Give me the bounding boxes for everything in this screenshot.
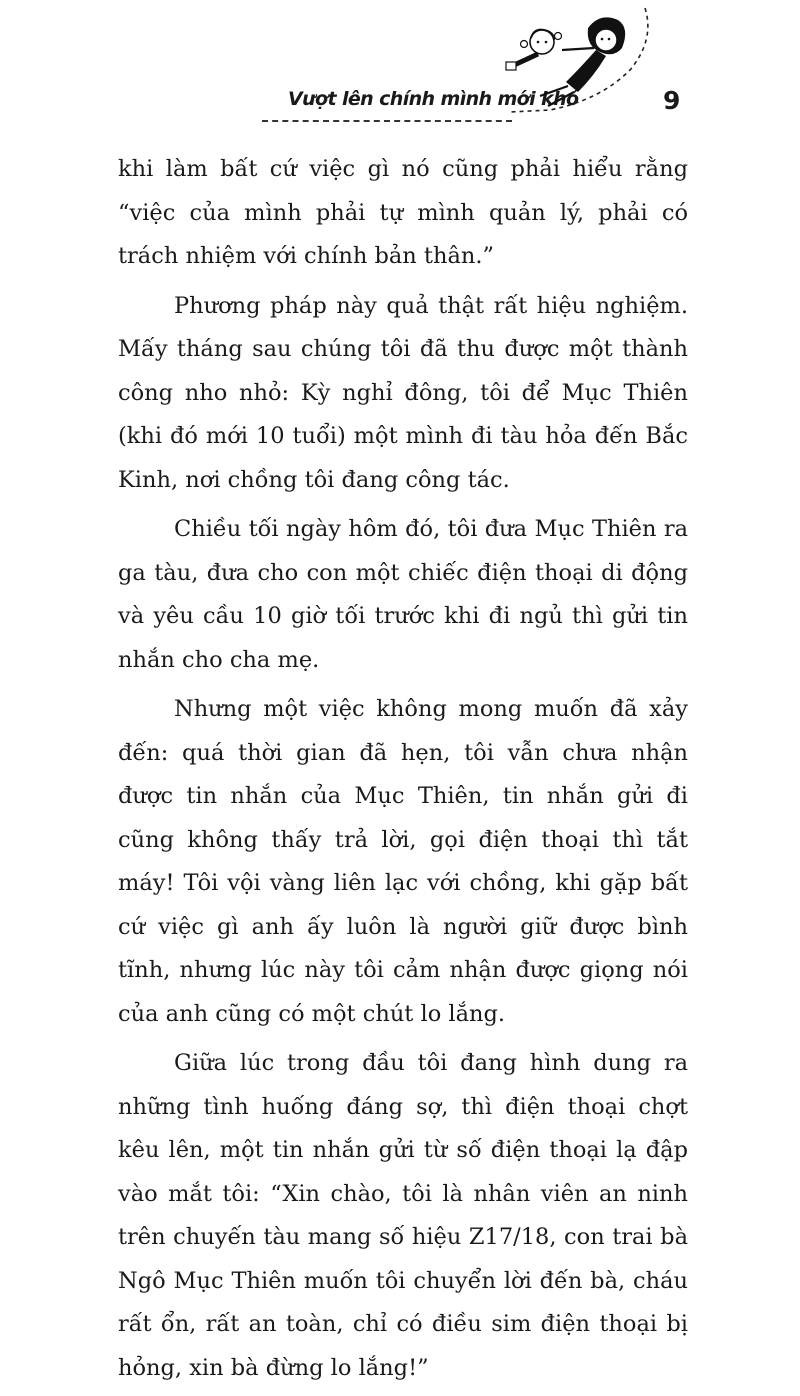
paragraph: Nhưng một việc không mong muốn đã xảy đến: quá thời gian đã hẹn, tôi vẫn chưa nhận được tin nhắn của Mục Thiên, tin nhắn gửi đi cũng không thấy trả lời, gọi điện thoại thì tắt máy! Tôi vội vàng liên lạc với chồng, khi gặp bất cứ việc gì anh ấy luôn là người giữ được bình tĩnh, nhưng lúc này tôi cảm nhận được giọng nói của anh cũng có một chút lo lắng.: [118, 696, 688, 1027]
paragraph: Giữa lúc trong đầu tôi đang hình dung ra những tình huống đáng sợ, thì điện thoại chợt kêu lên, một tin nhắn gửi từ số điện thoại lạ đập vào mắt tôi: “Xin chào, tôi là nhân viên an ninh trên chuyến tàu mang số hiệu Z17/18, con trai bà Ngô Mục Thiên muốn tôi chuyển lời đến bà, cháu rất ổn, rất an toàn, chỉ có điều sim điện thoại bị hỏng, xin bà đừng lo lắng!”: [118, 1050, 688, 1381]
paragraph: khi làm bất cứ việc gì nó cũng phải hiểu rằng “việc của mình phải tự mình quản lý, phải có trách nhiệm với chính bản thân.”: [118, 156, 688, 269]
girl-body: [566, 50, 606, 92]
body-text: [118, 148, 688, 1396]
paragraph: Chiều tối ngày hôm đó, tôi đưa Mục Thiên ra ga tàu, đưa cho con một chiếc điện thoại di động và yêu cầu 10 giờ tối trước khi đi ngủ thì gửi tin nhắn cho cha mẹ.: [118, 516, 688, 673]
running-title: Vượt lên chính mình mới khó: [288, 88, 579, 110]
flying-children-illustration: [470, 0, 670, 125]
paragraph: Phương pháp này quả thật rất hiệu nghiệm. Mấy tháng sau chúng tôi đã thu được một thành công nho nhỏ: Kỳ nghỉ đông, tôi để Mục Thiên (khi đó mới 10 tuổi) một mình đi tàu hỏa đến Bắc Kinh, nơi chồng tôi đang công tác.: [118, 292, 688, 493]
girl-face: [595, 29, 617, 51]
page-header: [0, 0, 800, 130]
page-number: 9: [663, 86, 681, 115]
